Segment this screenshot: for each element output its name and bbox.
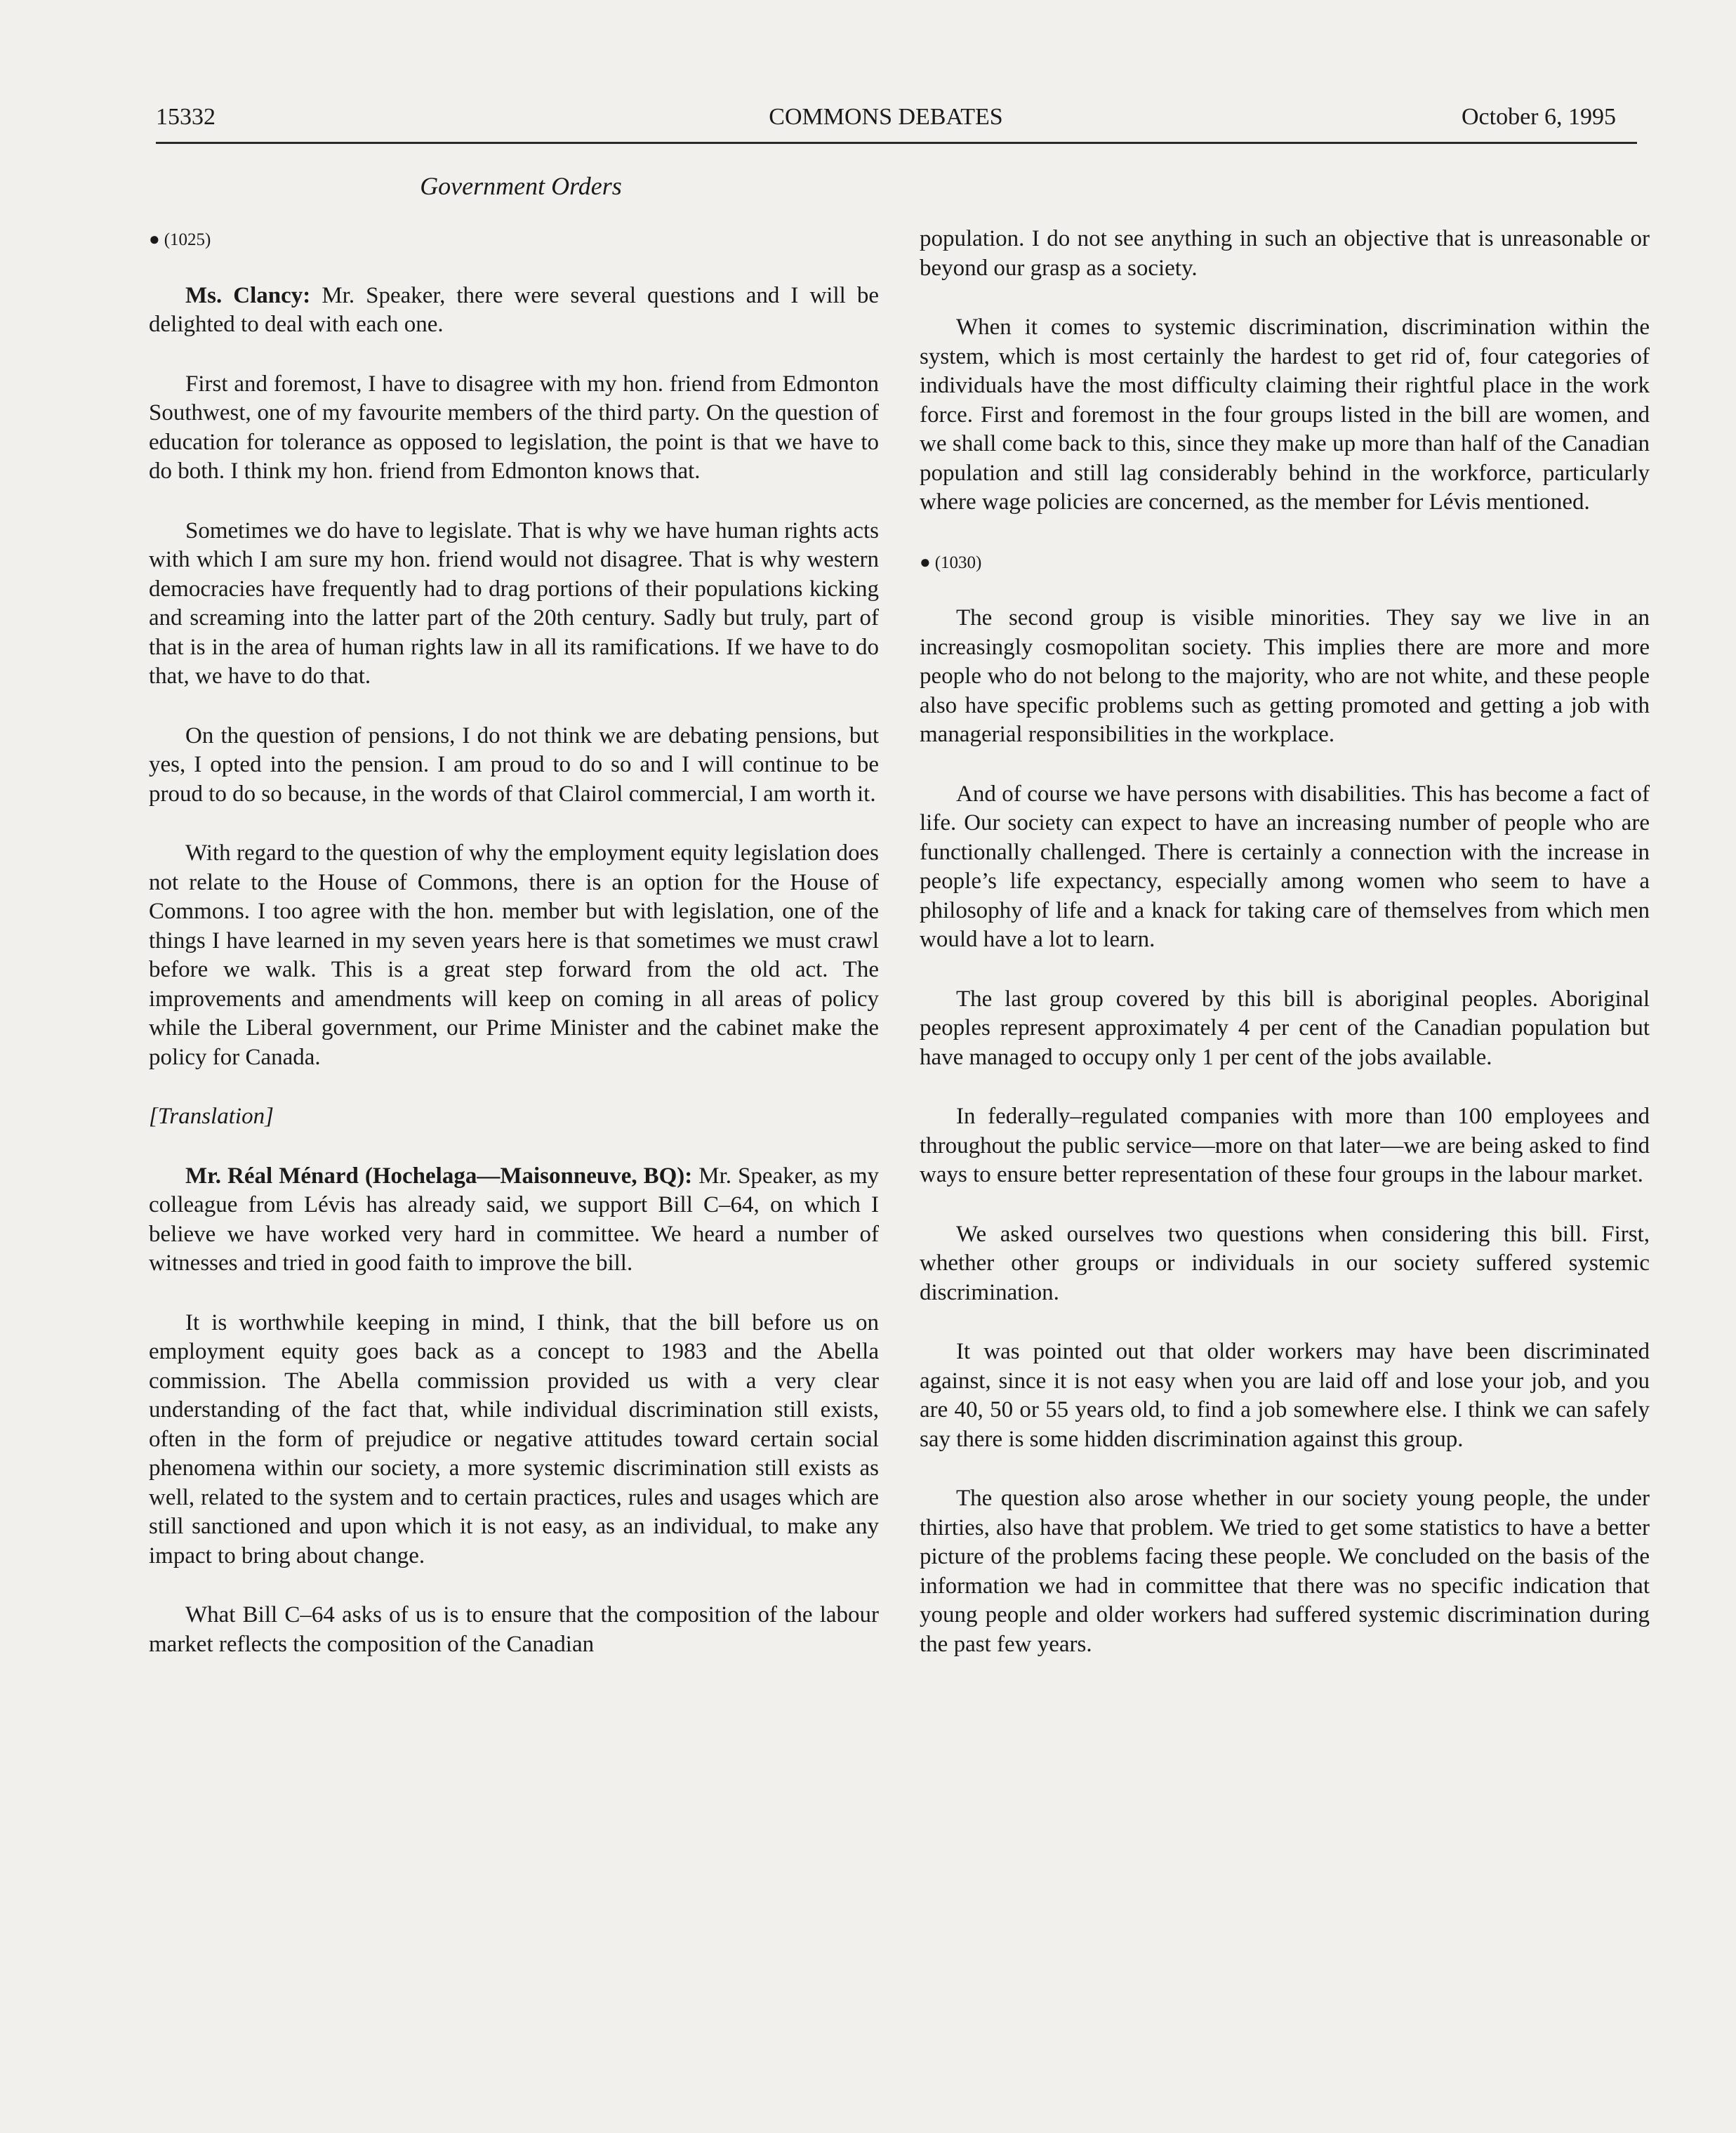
paragraph: The question also arose whether in our society young people, the under thirties, also have that problem. We tried to get some statistics to have a better picture of the problems facing these people. We concluded on the basis of the information we had in committee that there was no specific indication that young people and older workers had suffered systemic discrimination during the past few years. <box>920 1486 1650 1657</box>
publication-title: COMMONS DEBATES <box>769 104 1003 130</box>
section-title: Government Orders <box>420 172 622 200</box>
paragraph: The second group is visible minorities. They say we live in an increasingly cosmopolitan society. This implies there are more and more people who do not belong to the majority, who are not white, and these people also have specific problems such as getting promoted and getting a job with managerial responsibilities in the workplace. <box>920 605 1650 747</box>
paragraph: Mr. Réal Ménard (Hochelaga—Maisonneuve, BQ): Mr. Speaker, as my colleague from Lévis has already said, we support Bill C–64, on which I believe we have worked very hard in committee. We heard a number of witnesses and tried in good faith to improve the bill. <box>149 1163 879 1276</box>
paragraph: It is worthwhile keeping in mind, I think, that the bill before us on employment equity goes back as a concept to 1983 and the Abella commission. The Abella commission provided us with a very clear understanding of the fact that, while individual discrimination still exists, often in the form of prejudice or negative attitudes toward certain social phenomena within our society, a more systemic discrimination still exists as well, related to the system and to certain practices, rules and usages which are still sanctioned and upon which it is not easy, as an individual, to make any impact to bring about change. <box>149 1309 879 1569</box>
paragraph: We asked ourselves two questions when considering this bill. First, whether other groups or individuals in our society suffered systemic discrimination. <box>920 1221 1650 1305</box>
paragraph: In federally–regulated companies with more than 100 employees and throughout the public service—more on that later—we are being asked to find ways to ensure better representation of these four groups in the labour market. <box>920 1104 1650 1187</box>
running-header <box>156 104 1616 142</box>
bullet-icon: ● <box>149 229 160 249</box>
speaker-name: Mr. Réal Ménard (Hochelaga—Maisonneuve, BQ): <box>185 1163 693 1189</box>
paragraph: On the question of pensions, I do not think we are debating pensions, but yes, I opted into the pension. I am proud to do so and I will continue to be proud to do so because, in the words of that Clairol commercial, I am worth it. <box>149 722 879 807</box>
paragraph: Sometimes we do have to legislate. That is why we have human rights acts with which I am sure my hon. friend would not disagree. That is why western democracies have frequently had to drag portions of their populations kicking and screaming into the latter part of the 20th century. Sadly but truly, part of that is in the area of human rights law in all its ramifications. If we have to do that, we have to do that. <box>149 517 879 689</box>
paragraph: With regard to the question of why the employment equity legislation does not relate to the House of Commons, there is an option for the House of Commons. I too agree with the hon. member but with legislation, one of the things I have learned in my seven years here is that sometimes we must crawl before we walk. This is a great step forward from the old act. The improvements and amendments will keep on coming in all areas of policy while the Liberal government, our Prime Minister and the cabinet make the policy for Canada. <box>149 840 879 1070</box>
issue-date: October 6, 1995 <box>1461 104 1616 130</box>
bullet-icon: ● <box>920 551 931 572</box>
paragraph: And of course we have persons with disabilities. This has become a fact of life. Our society can expect to have an increasing number of people who are functionally challenged. There is certainly a connection with the increase in people’s life expectancy, especially among women who seem to have a philosophy of life and a knack for taking care of themselves from which men would have a lot to learn. <box>920 781 1650 952</box>
time-marker: ● (1030) <box>920 551 982 572</box>
speaker-name: Ms. Clancy: <box>185 282 311 308</box>
paragraph: First and foremost, I have to disagree with my hon. friend from Edmonton Southwest, one of my favourite members of the third party. On the question of education for tolerance as opposed to legislation, the point is that we have to do both. I think my hon. friend from Edmonton knows that. <box>149 371 879 484</box>
paragraph: The last group covered by this bill is aboriginal peoples. Aboriginal peoples represent approximately 4 per cent of the Canadian population but have managed to occupy only 1 per cent of the jobs available. <box>920 986 1650 1070</box>
page-number: 15332 <box>156 104 216 130</box>
paragraph: Ms. Clancy: Mr. Speaker, there were several questions and I will be delighted to deal with each one. <box>149 282 879 337</box>
paragraph: When it comes to systemic discrimination, discrimination within the system, which is most certainly the hardest to get rid of, four categories of individuals have the most difficulty claiming their rightful place in the work force. First and foremost in the four groups listed in the bill are women, and we shall come back to this, since they make up more than half of the Canadian population and still lag considerably behind in the workforce, particularly where wage policies are concerned, as the member for Lévis mentioned. <box>920 315 1650 515</box>
header-rule <box>156 142 1637 144</box>
right-column <box>920 225 1650 1689</box>
paragraph: What Bill C–64 asks of us is to ensure that the composition of the labour market reflects the composition of the Canadian <box>149 1602 879 1657</box>
paragraph: population. I do not see anything in such an objective that is unreasonable or beyond our grasp as a society. <box>920 226 1650 281</box>
translation-note: [Translation] <box>149 1104 274 1129</box>
left-column <box>149 225 879 1689</box>
paragraph: It was pointed out that older workers may have been discriminated against, since it is not easy when you are laid off and lose your job, and you are 40, 50 or 55 years old, to find a job somewhere else. I think we can safely say there is some hidden discrimination against this group. <box>920 1339 1650 1452</box>
time-marker: ● (1025) <box>149 229 211 249</box>
